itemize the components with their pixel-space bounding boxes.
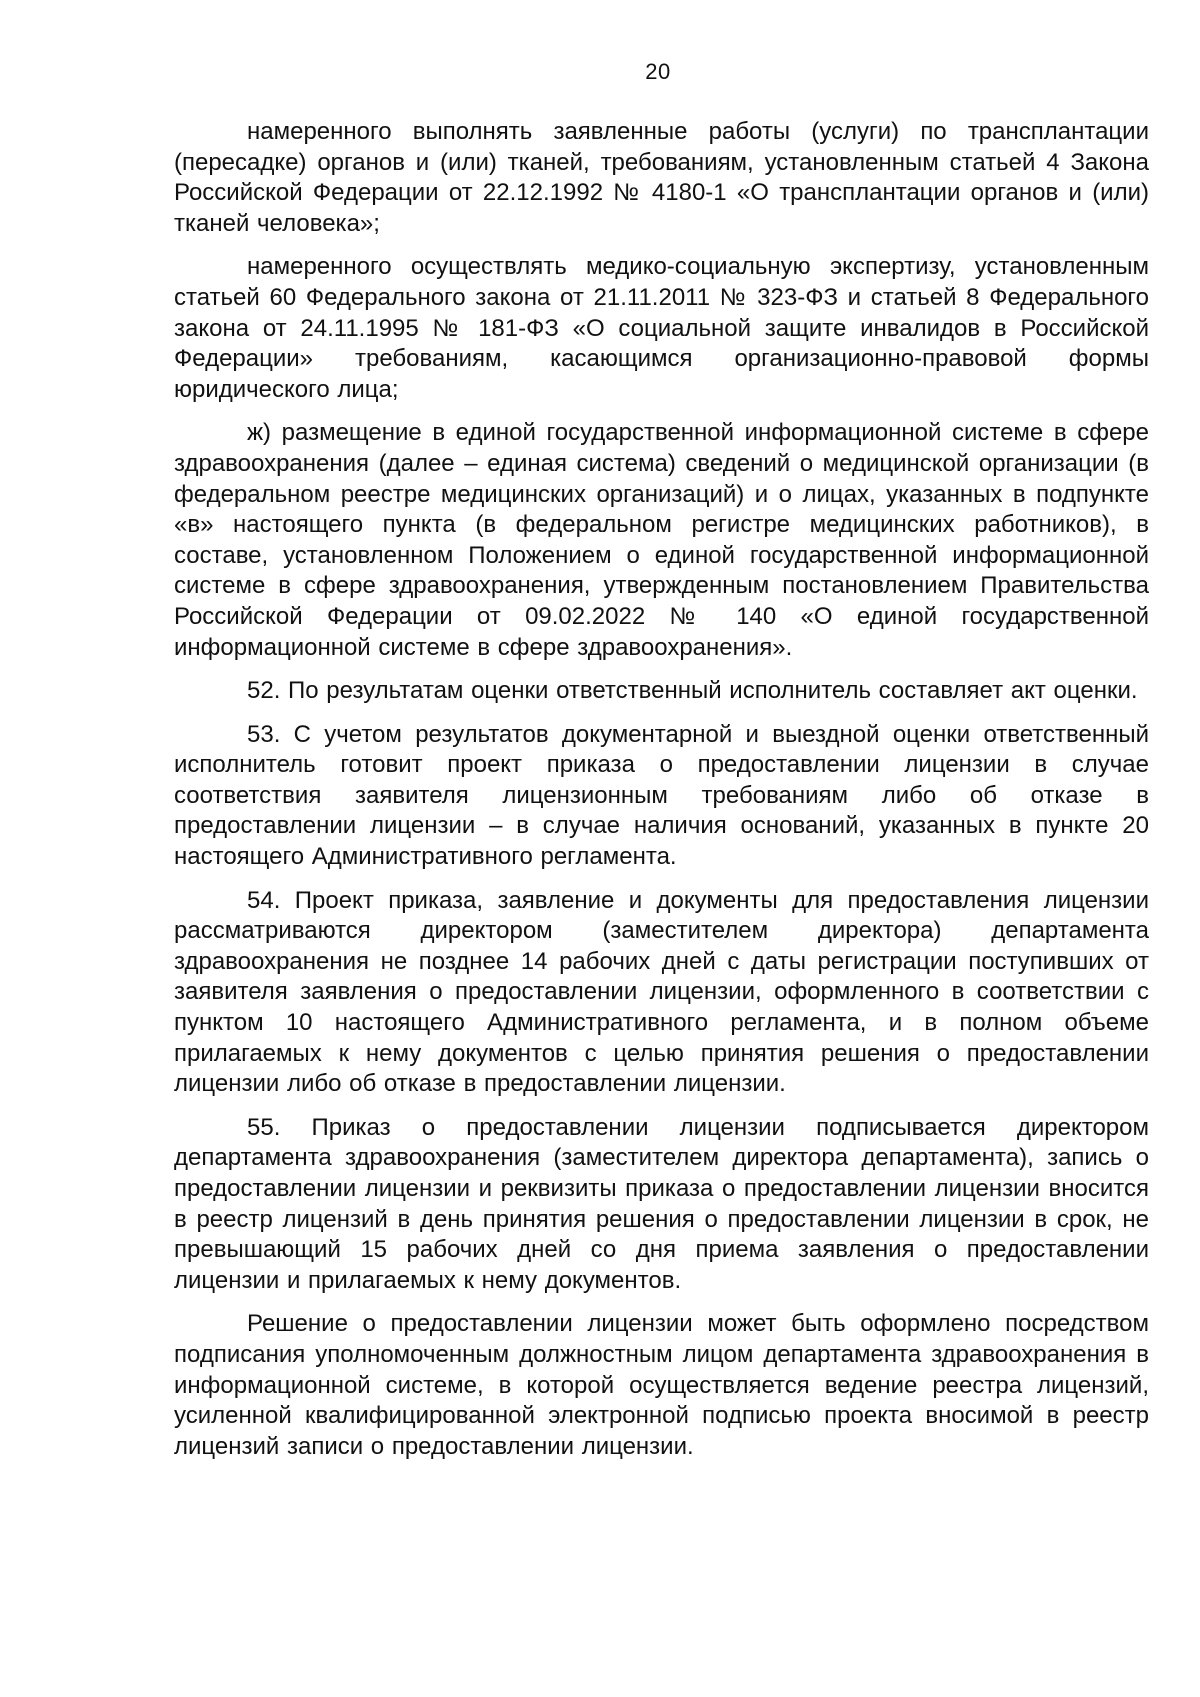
page-number: 20 [645, 59, 671, 84]
paragraph-52: 52. По результатам оценки ответственный исполнитель составляет акт оценки. [247, 677, 1138, 705]
paragraph-53: 53. С учетом результатов документарной и выездной оценки ответственный исполнитель готовит проект приказа о предоставлении лицензии в случае соответствия заявителя лицензионным требованиям либо об отказе в предоставлении лицензии – в случае наличия оснований, указанных в пункте 20 настоящего Административного регламента. [174, 720, 1149, 871]
paragraph-54: 54. Проект приказа, заявление и документы для предоставления лицензии рассматриваются директором (заместителем директора) департамента здравоохранения не позднее 14 рабочих дней с даты регистрации поступивших от заявителя заявления о предоставлении лицензии, оформленного в соответствии с пунктом 10 настоящего Административного регламента, и в полном объеме прилагаемых к нему документов с целью принятия решения о предоставлении лицензии либо об отказе в предоставлении лицензии. [174, 886, 1149, 1098]
paragraph-transplantation: намеренного выполнять заявленные работы (услуги) по трансплантации (пересадке) органов и (или) тканей, требованиям, установленным статьей 4 Закона Российской Федерации от 22.12.1992 № 4180-1 «О трансплантации органов и (или) тканей человека»; [174, 118, 1149, 237]
paragraph-decision: Решение о предоставлении лицензии может быть оформлено посредством подписания уполномоченным должностным лицом департамента здравоохранения в информационной системе, в которой осуществляется ведение реестра лицензий, усиленной квалифицированной электронной подписью проекта вносимой в реестр лицензий записи о предоставлении лицензии. [174, 1310, 1149, 1460]
paragraph-55: 55. Приказ о предоставлении лицензии подписывается директором департамента здравоохранения (заместителем директора департамента), запись о предоставлении лицензии и реквизиты приказа о предоставлении лицензии вносится в реестр лицензий в день принятия решения о предоставлении лицензии в срок, не превышающий 15 рабочих дней со дня приема заявления о предоставлении лицензии и прилагаемых к нему документов. [174, 1113, 1149, 1294]
paragraph-unified-system: ж) размещение в единой государственной информационной системе в сфере здравоохранения (далее – единая система) сведений о медицинской организации (в федеральном реестре медицинских организаций) и о лицах, указанных в подпункте «в» настоящего пункта (в федеральном регистре медицинских работников), в составе, установленном Положением о единой государственной информационной системе в сфере здравоохранения, утвержденным постановлением Правительства Российской Федерации от 09.02.2022 № 140 «О единой государственной информационной системе в сфере здравоохранения». [174, 419, 1149, 661]
document-body [174, 117, 1149, 1475]
paragraph-medical-social-expertise: намеренного осуществлять медико-социальную экспертизу, установленным статьей 60 Федерального закона от 21.11.2011 № 323-ФЗ и статьей 8 Федерального закона от 24.11.1995 № 181-ФЗ «О социальной защите инвалидов в Российской Федерации» требованиям, касающимся организационно-правовой формы юридического лица; [174, 253, 1149, 403]
page-number-row [0, 58, 1200, 86]
